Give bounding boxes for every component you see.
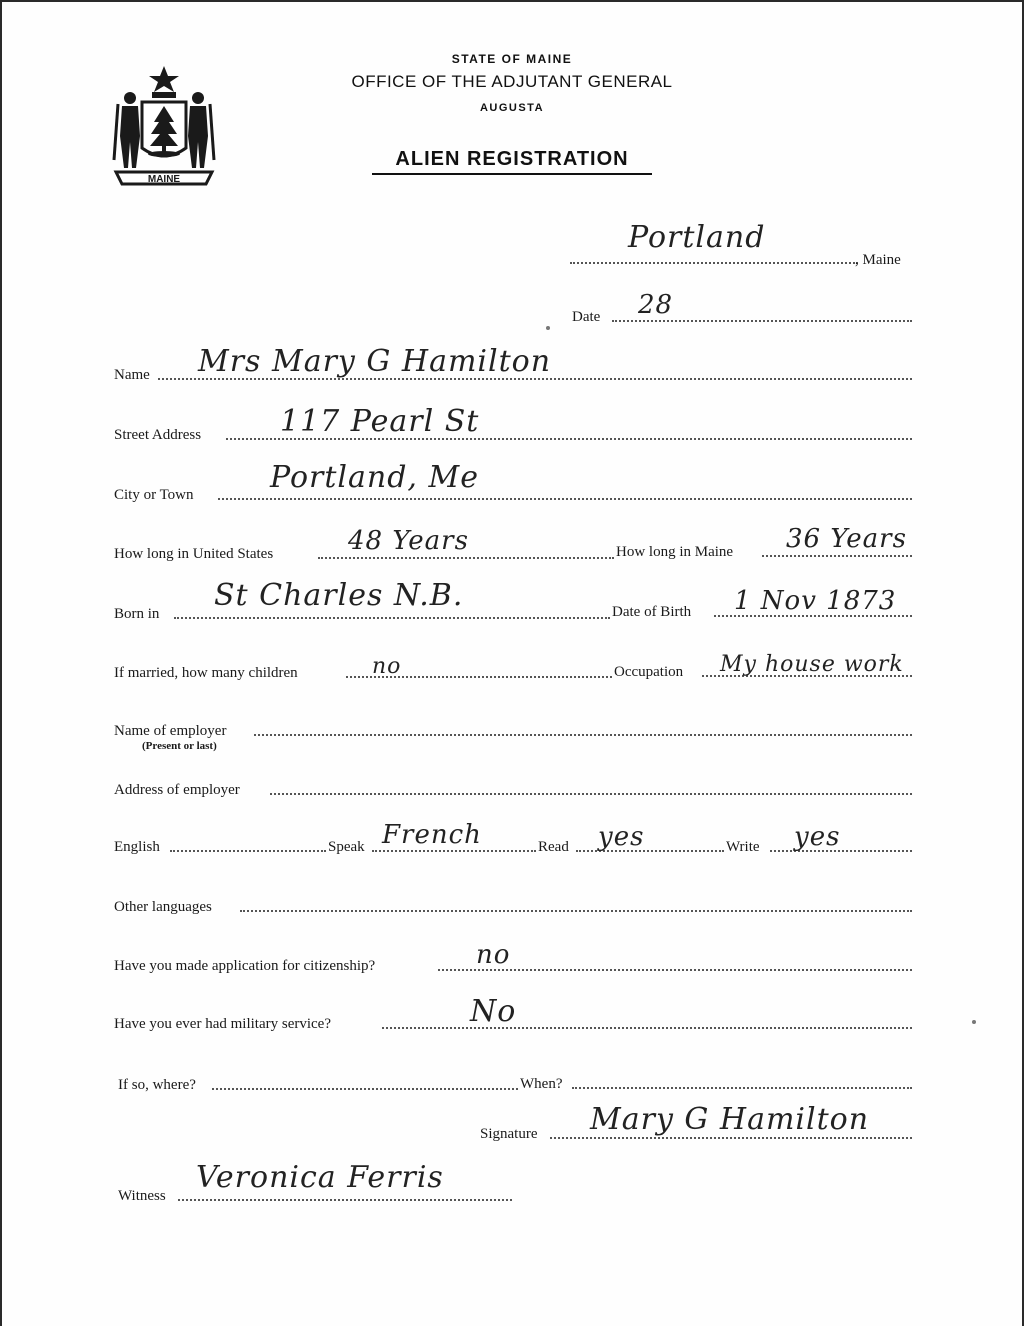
born-in-label: Born in xyxy=(114,606,160,622)
street-address-value[interactable]: 117 Pearl St xyxy=(280,404,480,439)
citizenship-value[interactable]: no xyxy=(476,940,511,970)
occupation-value[interactable]: My house work xyxy=(720,652,904,677)
city-label: City or Town xyxy=(114,487,194,503)
employer-name-sublabel: (Present or last) xyxy=(142,740,217,752)
scan-border-top xyxy=(0,0,1024,2)
date-of-birth-value[interactable]: 1 Nov 1873 xyxy=(734,586,897,616)
seal-banner-text: MAINE xyxy=(147,174,181,185)
years-us-value[interactable]: 48 Years xyxy=(348,526,469,556)
location-suffix: , Maine xyxy=(855,252,901,268)
date-label: Date xyxy=(572,309,601,325)
military-service-label: Have you ever had military service? xyxy=(114,1016,331,1032)
english-line xyxy=(170,850,326,852)
state-heading: STATE OF MAINE xyxy=(451,52,573,66)
where-line xyxy=(212,1088,518,1090)
children-value[interactable]: no xyxy=(372,654,402,679)
employer-name-line xyxy=(254,734,912,736)
military-service-line xyxy=(382,1027,912,1029)
years-us-line xyxy=(318,557,614,559)
born-in-line xyxy=(174,617,610,619)
employer-name-label: Name of employer xyxy=(114,723,227,739)
date-line xyxy=(612,320,912,322)
speak-line xyxy=(372,850,536,852)
location-value[interactable]: Portland xyxy=(628,220,766,255)
english-label: English xyxy=(114,839,160,855)
military-service-value[interactable]: No xyxy=(470,994,517,1029)
when-label: When? xyxy=(520,1076,563,1092)
name-label: Name xyxy=(114,367,150,383)
city-line xyxy=(218,498,912,500)
citizenship-label: Have you made application for citizenship? xyxy=(114,958,376,974)
ink-speck xyxy=(546,326,550,330)
years-maine-value[interactable]: 36 Years xyxy=(786,524,907,554)
location-line xyxy=(570,262,858,264)
signature-label: Signature xyxy=(480,1126,538,1142)
street-address-label: Street Address xyxy=(114,427,202,443)
signature-value[interactable]: Mary G Hamilton xyxy=(590,1102,870,1137)
children-label: If married, how many children xyxy=(114,665,298,681)
name-value[interactable]: Mrs Mary G Hamilton xyxy=(198,344,552,379)
years-maine-line xyxy=(762,555,912,557)
office-heading: OFFICE OF THE ADJUTANT GENERAL xyxy=(351,72,673,91)
when-line xyxy=(572,1087,912,1089)
speak-label: Speak xyxy=(328,839,365,855)
form-title: ALIEN REGISTRATION xyxy=(372,148,652,175)
signature-line xyxy=(550,1137,912,1139)
write-value[interactable]: yes xyxy=(794,822,841,852)
other-languages-label: Other languages xyxy=(114,899,212,915)
date-value[interactable]: 28 xyxy=(638,290,674,320)
employer-address-label: Address of employer xyxy=(114,782,240,798)
speak-value[interactable]: French xyxy=(382,820,482,850)
witness-value[interactable]: Veronica Ferris xyxy=(196,1160,444,1195)
write-line xyxy=(770,850,912,852)
read-value[interactable]: yes xyxy=(598,822,645,852)
witness-label: Witness xyxy=(118,1188,166,1204)
employer-address-line xyxy=(270,793,912,795)
write-label: Write xyxy=(726,839,760,855)
city-value[interactable]: Portland, Me xyxy=(270,460,479,495)
years-us-label: How long in United States xyxy=(114,546,274,562)
where-label: If so, where? xyxy=(118,1077,196,1093)
ink-speck xyxy=(972,1020,976,1024)
occupation-label: Occupation xyxy=(614,664,684,680)
born-in-value[interactable]: St Charles N.B. xyxy=(214,578,464,613)
witness-line xyxy=(178,1199,512,1201)
scan-border-left xyxy=(0,0,2,1326)
other-languages-line xyxy=(240,910,912,912)
years-maine-label: How long in Maine xyxy=(616,544,734,560)
city-heading: AUGUSTA xyxy=(479,102,545,114)
read-label: Read xyxy=(538,839,569,855)
date-of-birth-label: Date of Birth xyxy=(612,604,692,620)
